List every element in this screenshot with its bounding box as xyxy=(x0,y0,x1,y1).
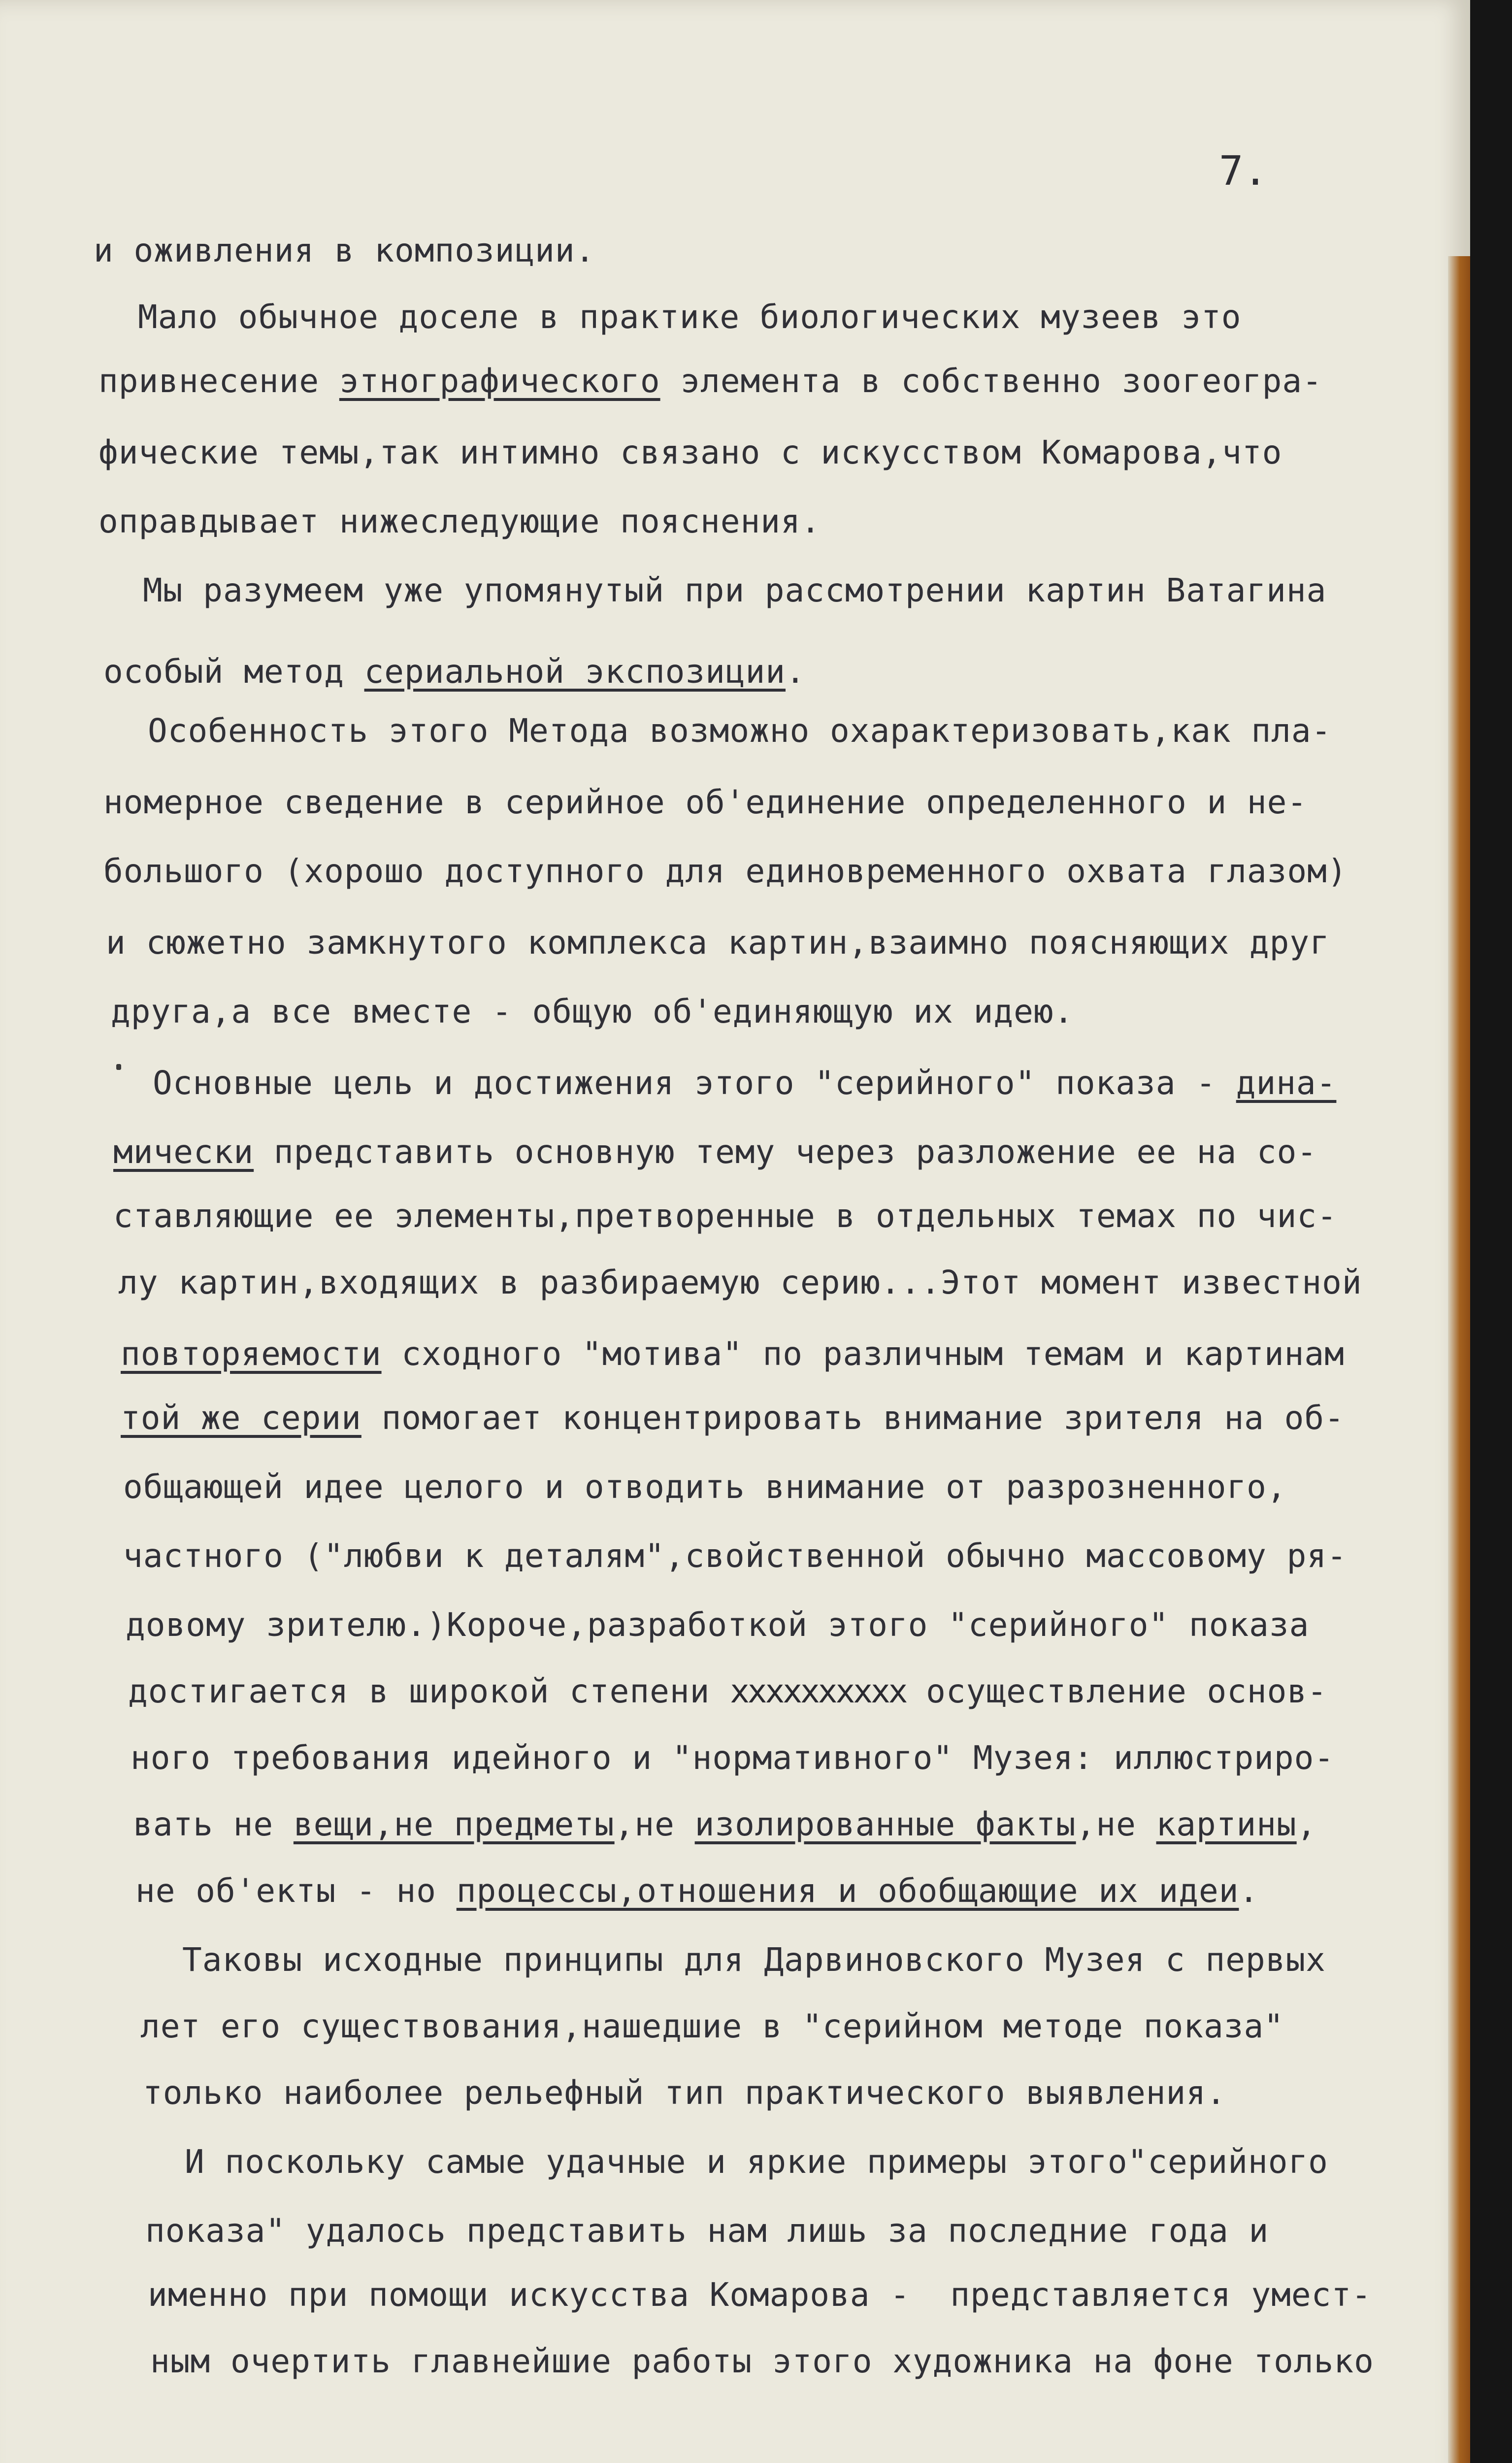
text-segment: номерное сведение в серийное об'единение определенного и не- xyxy=(103,783,1308,821)
text-segment: ным очертить главнейшие работы этого художника на фоне только xyxy=(150,2342,1374,2380)
text-segment: Особенность этого Метода возможно охарактеризовать,как пла- xyxy=(148,712,1332,750)
text-line xyxy=(118,1264,1362,1301)
struck-out-text: xxxxxxxxxx xyxy=(730,1672,906,1710)
underlined-text: повторяемости xyxy=(121,1335,382,1373)
text-segment: вать не xyxy=(133,1805,294,1843)
underlined-text: вещи,не предметы xyxy=(293,1805,615,1843)
underlined-text: сериальной экспозиции xyxy=(364,653,786,691)
underlined-text: изолированные факты xyxy=(694,1805,1076,1843)
text-line xyxy=(131,1739,1334,1777)
text-line xyxy=(99,502,821,540)
text-segment: помогает концентрировать внимание зрителя на об- xyxy=(361,1399,1345,1437)
text-line xyxy=(113,1133,1317,1171)
underlined-text: картины xyxy=(1156,1805,1297,1843)
text-segment: особый метод xyxy=(103,653,364,691)
text-segment: именно при помощи искусства Комарова - представляется умест- xyxy=(148,2276,1372,2314)
text-segment: и сюжетно замкнутого комплекса картин,взаимно поясняющих друг xyxy=(106,924,1330,962)
text-line xyxy=(94,232,595,269)
text-segment: ,не xyxy=(1076,1805,1156,1843)
text-segment: лет его существования,нашедшие в "серийном методе показа" xyxy=(140,2007,1284,2045)
text-line xyxy=(148,712,1331,750)
text-line xyxy=(103,852,1348,890)
text-segment: Таковы исходные принципы для Дарвиновского Музея с первых xyxy=(182,1941,1326,1979)
text-segment: лу картин,входящих в разбираемую серию...Этот момент известной xyxy=(118,1264,1362,1301)
text-segment: и оживления в композиции. xyxy=(94,232,595,269)
text-line xyxy=(153,1064,1336,1102)
text-line xyxy=(123,1537,1347,1575)
text-segment: только наиболее рельефный тип практического выявления. xyxy=(143,2074,1226,2112)
text-segment: ного требования идейного и "нормативного" Музея: иллюстриро- xyxy=(131,1739,1335,1777)
text-line xyxy=(99,433,1282,471)
page-number: 7. xyxy=(1219,148,1268,195)
text-line xyxy=(143,571,1326,609)
text-line xyxy=(145,2212,1269,2250)
text-line xyxy=(148,2276,1372,2314)
text-segment: привнесение xyxy=(99,362,339,400)
text-line xyxy=(128,1672,1327,1710)
text-segment: . xyxy=(1239,1872,1259,1910)
text-line xyxy=(185,2143,1328,2181)
text-line xyxy=(126,1606,1309,1644)
text-line xyxy=(123,1468,1287,1506)
text-line xyxy=(99,362,1322,400)
text-line xyxy=(103,783,1307,821)
text-line xyxy=(138,298,1241,336)
text-line xyxy=(135,1872,1259,1910)
text-segment: , xyxy=(1296,1805,1317,1843)
text-segment: ставляющие ее элементы,претворенные в отдельных темах по чис- xyxy=(113,1197,1337,1235)
text-segment: оправдывает нижеследующие пояснения. xyxy=(99,502,821,540)
underlined-text: мически xyxy=(113,1133,254,1171)
text-line xyxy=(111,993,1074,1031)
text-segment: достигается в широкой степени xyxy=(128,1672,730,1710)
text-line xyxy=(150,2342,1374,2380)
text-segment: ,не xyxy=(614,1805,695,1843)
text-segment: осуществление основ- xyxy=(906,1672,1327,1710)
text-segment: друга,а все вместе - общую об'единяющую их идею. xyxy=(111,993,1074,1031)
text-segment: показа" удалось представить нам лишь за последние года и xyxy=(145,2212,1269,2250)
text-segment: элемента в собственно зоогеогра- xyxy=(660,362,1322,400)
text-segment: общающей идее целого и отводить внимание от разрозненного, xyxy=(123,1468,1287,1506)
text-line xyxy=(182,1941,1326,1979)
text-segment: представить основную тему через разложение ее на со- xyxy=(254,1133,1317,1171)
text-line xyxy=(121,1399,1345,1437)
text-segment: большого (хорошо доступного для единовременного охвата глазом) xyxy=(103,852,1348,890)
text-line xyxy=(140,2007,1284,2045)
underlined-text: процессы,отношения и обобщающие их идеи xyxy=(456,1872,1239,1910)
scan-background-strip xyxy=(1470,0,1512,2463)
text-segment: Мы разумеем уже упомянутый при рассмотрении картин Ватагина xyxy=(143,571,1327,609)
margin-mark xyxy=(116,1064,121,1070)
text-segment: фические темы,так интимно связано с искусством Комарова,что xyxy=(99,433,1282,471)
underlined-text: этнографического xyxy=(339,362,660,400)
text-segment: сходного "мотива" по различным темам и картинам xyxy=(381,1335,1345,1373)
text-segment: И поскольку самые удачные и яркие примеры этого"серийного xyxy=(185,2143,1328,2181)
text-segment: довому зрителю.)Короче,разработкой этого "серийного" показа xyxy=(126,1606,1310,1644)
text-segment: частного ("любви к деталям",свойственной обычно массовому ря- xyxy=(123,1537,1347,1575)
text-line xyxy=(133,1805,1316,1843)
text-line xyxy=(106,924,1330,962)
text-line xyxy=(113,1197,1337,1235)
text-line xyxy=(103,653,806,691)
text-segment: Основные цель и достижения этого "серийного" показа - xyxy=(153,1064,1236,1102)
text-segment: Мало обычное доселе в практике биологических музеев это xyxy=(138,298,1242,336)
text-segment: . xyxy=(786,653,806,691)
underlined-text: той же серии xyxy=(121,1399,362,1437)
text-line xyxy=(121,1335,1345,1373)
text-line xyxy=(143,2074,1226,2112)
text-segment: не об'екты - но xyxy=(135,1872,457,1910)
underlined-text: дина- xyxy=(1236,1064,1337,1102)
